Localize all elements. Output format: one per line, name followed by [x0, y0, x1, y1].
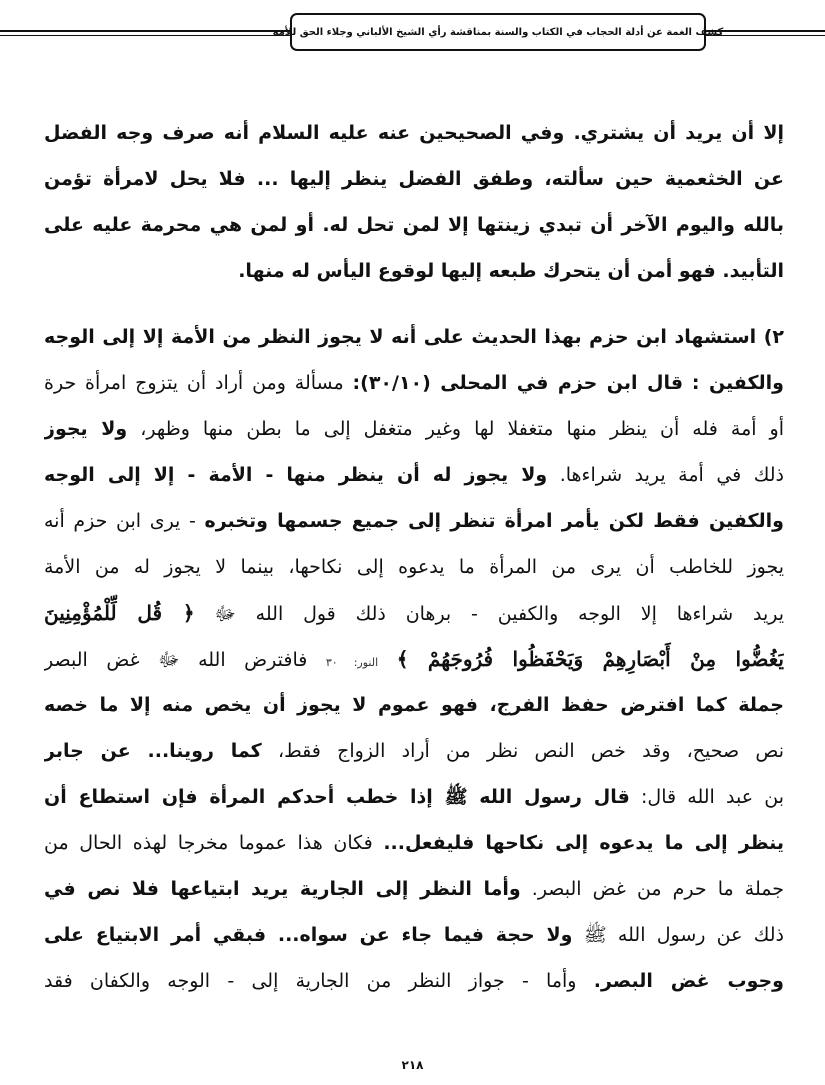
- text-run: وأما النظر إلى الجارية يريد ابتياعها فلا نص في: [44, 878, 521, 900]
- text-line: عن الخثعمية حين سألته، وطفق الفضل ينظر إليها ... فلا يحل لامرأة تؤمن: [44, 168, 784, 190]
- text-run: مسألة ومن أراد أن يتزوج امرأة حرة: [44, 372, 344, 394]
- surah-reference: النور: ٣٠: [325, 656, 379, 669]
- text-run: ولا يجوز له أن ينظر منها - الأمة - إلا إلى الوجه: [44, 464, 548, 486]
- text-line: [44, 544, 784, 590]
- text-run: والكفين فقط لكن يأمر امرأة تنظر إلى جميع جسمها وتخبره: [204, 510, 784, 532]
- text-run: والكفين :: [691, 372, 784, 394]
- text-line: [44, 360, 784, 406]
- text-run: ذلك في أمة يريد شراءها.: [559, 464, 784, 486]
- book-title: كشف الغمة عن أدلة الحجاب في الكتاب والسنة بمناقشة رأي الشيخ الألباني وجلاء الحق للأمة: [272, 26, 724, 38]
- running-header: [272, 13, 724, 51]
- paragraph-2: [44, 314, 784, 1004]
- text-run: نص صحيح، وقد خص النص نظر من أراد الزواج فقط،: [277, 740, 784, 762]
- text-line: [44, 774, 784, 820]
- text-run: - يرى ابن حزم أنه: [44, 510, 196, 532]
- text-line: [44, 728, 784, 774]
- text-line: [44, 958, 784, 1004]
- text-run: بينما لا يجوز له من الأمة: [44, 556, 275, 578]
- text-line: [44, 498, 784, 544]
- text-run: فكان هذا عموما مخرجا لهذه الحال من: [44, 832, 373, 854]
- text-line: [44, 406, 784, 452]
- text-line: [44, 590, 784, 636]
- text-run: وجوب غض البصر.: [593, 970, 784, 992]
- text-line: ٢) استشهاد ابن حزم بهذا الحديث على أنه لا يجوز النظر من الأمة إلا إلى الوجه: [44, 326, 784, 348]
- text-run: ذلك عن رسول الله ﷺ: [583, 924, 784, 946]
- text-line: [44, 452, 784, 498]
- text-run: يريد شراءها إلا الوجه والكفين - برهان ذلك قول الله ﷻ: [214, 603, 784, 625]
- text-line: [44, 866, 784, 912]
- paragraph-gap: [44, 294, 784, 314]
- text-run: قال رسول الله ﷺ إذا خطب أحدكم المرأة فإن استطاع أن: [44, 786, 630, 808]
- text-run: فافترض الله ﷻ غض البصر: [44, 649, 308, 671]
- text-line: بالله واليوم الآخر أن تبدي زينتها إلا لمن تحل له. أو لمن هي محرمة عليه على: [44, 214, 784, 236]
- text-run: وأما - جواز النظر من الجارية إلى - الوجه والكفان فقد: [44, 970, 577, 992]
- paragraph-1: [44, 110, 784, 294]
- page-number: ٢١٨: [401, 1058, 424, 1072]
- text-line: جملة كما افترض حفظ الفرج، فهو عموم لا يجوز أن يخص منه إلا ما خصه: [44, 694, 784, 716]
- text-run: قال ابن حزم في المحلى (٣٠/١٠):: [352, 372, 684, 394]
- text-run: يجوز للخاطب أن يرى من المرأة ما يدعوه إلى نكاحها،: [288, 556, 784, 578]
- text-run: ولا يجوز: [44, 418, 128, 440]
- page-body: [44, 110, 784, 1004]
- text-run: جملة ما حرم من غض البصر.: [531, 878, 784, 900]
- quran-verse: يَغُضُّوا مِنْ أَبْصَارِهِمْ وَيَحْفَظُوا فُرُوجَهُمْ ﴾: [396, 647, 784, 671]
- text-run: ولا حجة فيما جاء عن سواه... فبقي أمر الابتياع على: [44, 924, 573, 946]
- text-line: [44, 912, 784, 958]
- text-run: أو أمة فله أن ينظر منها متغفلا لها وغير متغفل إلى ما بطن منها وظهر،: [140, 418, 784, 440]
- text-line: [44, 820, 784, 866]
- text-run: بن عبد الله قال:: [641, 786, 784, 808]
- text-run: ينظر إلى ما يدعوه إلى نكاحها فليفعل...: [383, 832, 784, 854]
- text-run: كما روينا... عن جابر: [44, 740, 262, 762]
- text-line: التأبيد. فهو أمن أن يتحرك طبعه إليها لوقوع اليأس له منها.: [238, 260, 784, 282]
- text-line: [44, 636, 784, 682]
- quran-verse: ﴿ قُل لِّلْمُؤْمِنِينَ: [44, 601, 195, 625]
- text-line: إلا أن يريد أن يشتري. وفي الصحيحين عنه عليه السلام أنه صرف وجه الفضل: [44, 122, 784, 144]
